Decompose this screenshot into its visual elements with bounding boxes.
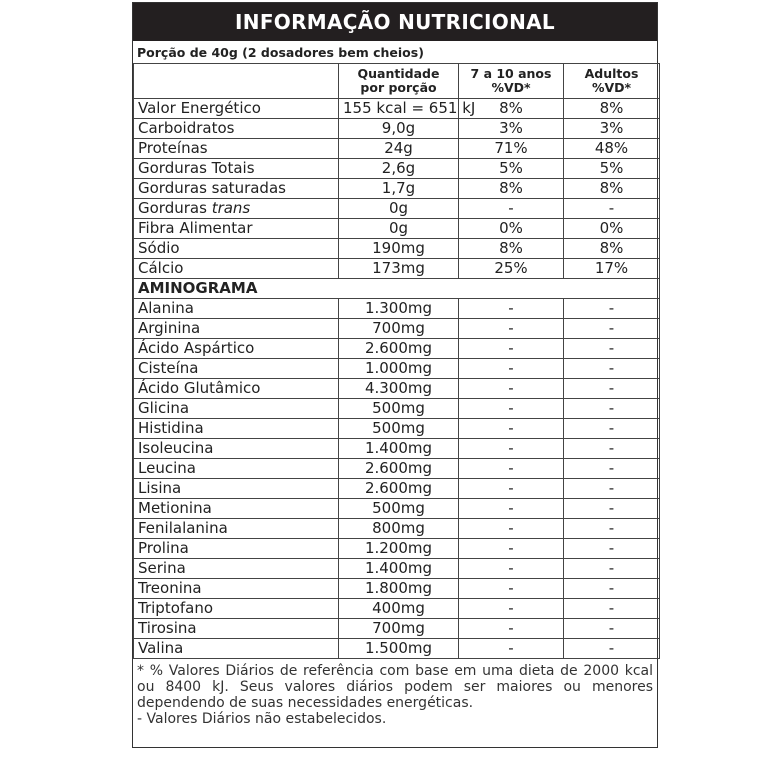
- amino-vd-adults-text: -: [608, 379, 615, 397]
- nutrient-vd-kids-text: 8%: [499, 239, 523, 257]
- amino-name-text: Valina: [138, 639, 184, 657]
- amino-quantity-text: 1.800mg: [364, 579, 433, 597]
- nutrient-row: [134, 159, 660, 179]
- amino-name-text: Prolina: [138, 539, 189, 557]
- amino-name: [134, 399, 339, 419]
- amino-vd-kids-text: -: [508, 319, 514, 337]
- amino-name: [134, 559, 339, 579]
- nutrient-quantity-text: 0g: [388, 219, 409, 237]
- amino-vd-adults: [564, 639, 660, 659]
- nutrient-quantity: [339, 99, 476, 119]
- table-header-row: [134, 64, 660, 99]
- amino-name-text: Triptofano: [138, 599, 214, 617]
- amino-vd-kids-text: -: [508, 499, 514, 517]
- amino-name: [134, 419, 339, 439]
- amino-row: [134, 619, 660, 639]
- amino-name-text: Ácido Glutâmico: [138, 379, 261, 397]
- amino-vd-kids: [459, 379, 564, 399]
- amino-row: [134, 479, 660, 499]
- nutrient-vd-kids: [459, 179, 564, 199]
- nutrient-row: [134, 119, 660, 139]
- amino-vd-adults: [564, 459, 660, 479]
- amino-vd-adults: [564, 359, 660, 379]
- footnote: [137, 663, 653, 727]
- nutrient-name: [134, 239, 339, 259]
- amino-row: [134, 299, 660, 319]
- amino-row: [134, 319, 660, 339]
- nutrient-quantity-text: 0g: [388, 199, 409, 217]
- nutrient-row: [134, 99, 660, 119]
- nutrient-name: [134, 219, 339, 239]
- nutrient-quantity: [339, 219, 459, 239]
- nutrient-vd-adults: [564, 119, 660, 139]
- amino-name: [134, 479, 339, 499]
- nutrient-quantity-text: 9,0g: [381, 119, 416, 137]
- nutrient-vd-kids-text: 3%: [499, 119, 523, 137]
- amino-name-text: Fenilalanina: [138, 519, 228, 537]
- amino-row: [134, 419, 660, 439]
- nutrient-vd-adults: [564, 199, 660, 219]
- header-kids-line1: 7 a 10 anos: [470, 66, 552, 81]
- header-adults-line1: Adultos: [584, 66, 639, 81]
- amino-vd-adults: [564, 439, 660, 459]
- nutrient-quantity: [339, 179, 459, 199]
- amino-name-text: Alanina: [138, 299, 194, 317]
- nutrient-vd-kids-text: 5%: [499, 159, 523, 177]
- amino-vd-kids-text: -: [508, 299, 514, 317]
- amino-vd-adults: [564, 419, 660, 439]
- nutrient-name: [134, 259, 339, 279]
- amino-quantity: [339, 579, 459, 599]
- amino-vd-kids-text: -: [508, 339, 514, 357]
- nutrient-name: [134, 199, 339, 219]
- amino-name-text: Ácido Aspártico: [138, 339, 255, 357]
- amino-quantity: [339, 419, 459, 439]
- nutrient-vd-kids: [459, 219, 564, 239]
- amino-quantity: [339, 599, 459, 619]
- header-kids-line2: %VD*: [491, 80, 531, 95]
- amino-vd-kids: [459, 579, 564, 599]
- amino-name: [134, 599, 339, 619]
- amino-vd-adults-text: -: [608, 539, 615, 557]
- nutrient-row: [134, 219, 660, 239]
- amino-row: [134, 339, 660, 359]
- amino-quantity: [339, 479, 459, 499]
- nutrient-vd-adults-text: 0%: [599, 219, 624, 237]
- amino-vd-adults-text: -: [608, 459, 615, 477]
- amino-row: [134, 559, 660, 579]
- amino-quantity: [339, 379, 459, 399]
- amino-name: [134, 619, 339, 639]
- amino-name: [134, 379, 339, 399]
- amino-vd-kids: [459, 339, 564, 359]
- amino-row: [134, 579, 660, 599]
- amino-name: [134, 319, 339, 339]
- amino-vd-kids-text: -: [508, 539, 514, 557]
- nutrient-row: [134, 199, 660, 219]
- header-adults-line2: %VD*: [591, 80, 632, 95]
- nutrient-vd-kids-text: 71%: [494, 139, 528, 157]
- amino-name-text: Isoleucina: [138, 439, 214, 457]
- nutrient-name-text: Cálcio: [138, 259, 184, 277]
- amino-vd-adults-text: -: [608, 599, 615, 617]
- amino-quantity-text: 2.600mg: [364, 479, 433, 497]
- amino-row: [134, 599, 660, 619]
- nutrient-quantity: [339, 159, 459, 179]
- amino-vd-adults: [564, 319, 660, 339]
- amino-vd-kids: [459, 519, 564, 539]
- amino-name-text: Metionina: [138, 499, 212, 517]
- amino-vd-kids-text: -: [508, 439, 514, 457]
- nutrient-vd-kids-text: 0%: [499, 219, 523, 237]
- amino-quantity-text: 1.200mg: [364, 539, 433, 557]
- amino-vd-kids-text: -: [508, 419, 514, 437]
- nutrient-name-text: Gorduras saturadas: [138, 179, 286, 197]
- amino-name: [134, 499, 339, 519]
- amino-vd-kids-text: -: [508, 599, 514, 617]
- amino-name: [134, 519, 339, 539]
- nutrient-vd-kids: [459, 159, 564, 179]
- amino-vd-kids-text: -: [508, 559, 514, 577]
- amino-vd-adults-text: -: [608, 319, 615, 337]
- portion-size: Porção de 40g (2 dosadores bem cheios): [137, 45, 424, 60]
- nutrient-name: [134, 179, 339, 199]
- amino-quantity-text: 4.300mg: [364, 379, 433, 397]
- nutrient-vd-adults: [564, 259, 660, 279]
- nutrient-quantity-text: 24g: [384, 139, 413, 157]
- amino-quantity: [339, 339, 459, 359]
- nutrient-vd-kids-text: -: [508, 199, 514, 217]
- amino-vd-kids: [459, 299, 564, 319]
- amino-name: [134, 299, 339, 319]
- amino-quantity: [339, 319, 459, 339]
- amino-vd-adults-text: -: [608, 519, 615, 537]
- amino-row: [134, 399, 660, 419]
- nutrient-quantity-text: 2,6g: [381, 159, 416, 177]
- amino-quantity-text: 700mg: [372, 319, 425, 337]
- amino-vd-adults: [564, 379, 660, 399]
- nutrient-vd-adults-text: 17%: [594, 259, 629, 277]
- amino-vd-kids: [459, 319, 564, 339]
- footnote-reference: * % Valores Diários de referência com base em uma dieta de 2000 kcal ou 8400 kJ. Seus valores diários podem ser maiores ou menores dependendo de suas necessidades energéticas.: [137, 663, 653, 711]
- amino-vd-kids: [459, 639, 564, 659]
- amino-vd-adults-text: -: [608, 359, 615, 377]
- nutrient-row: [134, 139, 660, 159]
- nutrient-row: [134, 239, 660, 259]
- nutrient-name-text: Gorduras: [138, 199, 207, 217]
- nutrient-vd-adults: [564, 239, 660, 259]
- amino-quantity: [339, 439, 459, 459]
- amino-row: [134, 519, 660, 539]
- nutrient-vd-kids: [459, 139, 564, 159]
- amino-vd-kids-text: -: [508, 359, 514, 377]
- nutrient-name-text: Sódio: [138, 239, 180, 257]
- amino-name: [134, 639, 339, 659]
- aminogram-section-row: [134, 279, 660, 299]
- footnote-not-established: - Valores Diários não estabelecidos.: [137, 711, 387, 727]
- nutrient-vd-kids-text: 25%: [494, 259, 528, 277]
- amino-vd-adults: [564, 619, 660, 639]
- amino-name: [134, 459, 339, 479]
- amino-vd-kids-text: -: [508, 519, 514, 537]
- amino-vd-adults: [564, 539, 660, 559]
- amino-vd-kids-text: -: [508, 379, 514, 397]
- amino-vd-adults-text: -: [608, 639, 615, 657]
- nutrient-name: [134, 99, 339, 119]
- amino-vd-kids-text: -: [508, 579, 514, 597]
- nutrient-vd-adults-text: 8%: [599, 179, 624, 197]
- amino-quantity-text: 800mg: [372, 519, 425, 537]
- amino-row: [134, 379, 660, 399]
- nutrient-quantity: [339, 239, 459, 259]
- amino-row: [134, 539, 660, 559]
- amino-quantity-text: 1.500mg: [364, 639, 433, 657]
- amino-vd-adults-text: -: [608, 559, 615, 577]
- amino-vd-adults-text: -: [608, 439, 615, 457]
- amino-row: [134, 359, 660, 379]
- nutrient-quantity: [339, 139, 459, 159]
- amino-row: [134, 439, 660, 459]
- nutrient-vd-adults-text: 8%: [599, 239, 624, 257]
- amino-vd-adults-text: -: [608, 399, 615, 417]
- header-quantity-line2: por porção: [360, 80, 437, 95]
- nutrient-vd-adults: [564, 179, 660, 199]
- amino-quantity: [339, 299, 459, 319]
- nutrient-name: [134, 119, 339, 139]
- amino-quantity: [339, 519, 459, 539]
- nutrient-name-text: Carboidratos: [138, 119, 235, 137]
- nutrient-name: [134, 139, 339, 159]
- amino-quantity: [339, 359, 459, 379]
- amino-quantity: [339, 459, 459, 479]
- amino-vd-kids-text: -: [508, 639, 514, 657]
- nutrient-vd-adults-text: 48%: [594, 139, 629, 157]
- amino-vd-kids: [459, 359, 564, 379]
- nutrient-vd-adults: [564, 159, 660, 179]
- nutrient-name-text: Fibra Alimentar: [138, 219, 253, 237]
- nutrient-name-text: Valor Energético: [138, 99, 261, 117]
- amino-quantity: [339, 619, 459, 639]
- amino-quantity: [339, 639, 459, 659]
- amino-quantity-text: 500mg: [372, 399, 425, 417]
- aminogram-heading: AMINOGRAMA: [134, 279, 660, 299]
- nutrient-vd-adults-text: 8%: [599, 99, 624, 117]
- nutrient-quantity: [339, 199, 459, 219]
- amino-name: [134, 579, 339, 599]
- amino-vd-kids: [459, 559, 564, 579]
- amino-name-text: Cisteína: [138, 359, 199, 377]
- amino-quantity: [339, 559, 459, 579]
- nutrient-row: [134, 259, 660, 279]
- amino-quantity-text: 1.300mg: [364, 299, 433, 317]
- nutrition-facts-panel: [132, 2, 658, 748]
- amino-vd-adults: [564, 599, 660, 619]
- nutrient-vd-adults: [564, 139, 660, 159]
- nutrient-vd-adults-text: -: [608, 199, 615, 217]
- nutrient-name-text: Proteínas: [138, 139, 208, 157]
- amino-quantity-text: 400mg: [372, 599, 425, 617]
- nutrient-name-text: Gorduras Totais: [138, 159, 255, 177]
- nutrient-vd-kids: [459, 239, 564, 259]
- amino-vd-kids-text: -: [508, 399, 514, 417]
- amino-name-text: Glicina: [138, 399, 190, 417]
- amino-vd-kids: [459, 599, 564, 619]
- amino-vd-kids: [459, 459, 564, 479]
- nutrient-quantity-text: 155 kcal = 651 kJ: [343, 99, 476, 117]
- nutrient-vd-kids: [459, 199, 564, 219]
- amino-quantity: [339, 539, 459, 559]
- amino-quantity-text: 1.000mg: [364, 359, 433, 377]
- nutrient-vd-adults: [564, 219, 660, 239]
- amino-vd-adults-text: -: [608, 419, 615, 437]
- amino-name-text: Histidina: [138, 419, 204, 437]
- amino-vd-adults: [564, 559, 660, 579]
- amino-vd-kids: [459, 419, 564, 439]
- page-title: INFORMAÇÃO NUTRICIONAL: [133, 3, 657, 41]
- amino-vd-adults: [564, 519, 660, 539]
- header-quantity: [339, 64, 459, 99]
- amino-name: [134, 439, 339, 459]
- amino-vd-kids: [459, 499, 564, 519]
- amino-quantity-text: 500mg: [372, 419, 425, 437]
- nutrient-quantity-text: 1,7g: [381, 179, 416, 197]
- amino-quantity-text: 1.400mg: [364, 559, 433, 577]
- amino-vd-kids-text: -: [508, 459, 514, 477]
- amino-vd-adults: [564, 479, 660, 499]
- amino-row: [134, 499, 660, 519]
- nutrient-row: [134, 179, 660, 199]
- amino-vd-adults-text: -: [608, 479, 615, 497]
- nutrient-quantity: [339, 119, 459, 139]
- amino-quantity-text: 700mg: [372, 619, 425, 637]
- amino-quantity-text: 1.400mg: [364, 439, 433, 457]
- amino-quantity-text: 2.600mg: [364, 459, 433, 477]
- amino-vd-kids-text: -: [508, 479, 514, 497]
- amino-name-text: Treonina: [138, 579, 202, 597]
- nutrient-vd-kids-text: 8%: [499, 179, 523, 197]
- nutrient-vd-kids: [459, 119, 564, 139]
- nutrient-name-italic-text: trans: [211, 199, 251, 217]
- amino-name-text: Lisina: [138, 479, 182, 497]
- amino-quantity-text: 2.600mg: [364, 339, 433, 357]
- nutrient-quantity: [339, 259, 459, 279]
- amino-name: [134, 359, 339, 379]
- nutrient-quantity-text: 173mg: [372, 259, 425, 277]
- amino-vd-adults-text: -: [608, 619, 615, 637]
- amino-vd-adults: [564, 299, 660, 319]
- amino-name: [134, 539, 339, 559]
- nutrition-table: [133, 63, 660, 659]
- amino-vd-adults: [564, 339, 660, 359]
- amino-vd-kids: [459, 439, 564, 459]
- nutrient-vd-adults-text: 5%: [599, 159, 624, 177]
- nutrient-vd-kids-text: 8%: [499, 99, 523, 117]
- amino-vd-adults-text: -: [608, 339, 615, 357]
- amino-row: [134, 639, 660, 659]
- amino-vd-adults-text: -: [608, 579, 615, 597]
- amino-name-text: Arginina: [138, 319, 201, 337]
- amino-vd-adults: [564, 579, 660, 599]
- amino-vd-kids: [459, 479, 564, 499]
- amino-vd-kids: [459, 399, 564, 419]
- header-adults: [564, 64, 660, 99]
- amino-vd-adults: [564, 499, 660, 519]
- amino-quantity-text: 500mg: [372, 499, 425, 517]
- nutrient-vd-adults-text: 3%: [599, 119, 624, 137]
- nutrition-table-body: [134, 64, 660, 659]
- amino-vd-adults-text: -: [608, 499, 615, 517]
- header-kids: [459, 64, 564, 99]
- amino-vd-adults-text: -: [608, 299, 615, 317]
- header-quantity-line1: Quantidade: [357, 66, 440, 81]
- nutrient-name: [134, 159, 339, 179]
- header-blank-cell: [134, 64, 339, 99]
- amino-name-text: Tirosina: [138, 619, 197, 637]
- nutrient-quantity-text: 190mg: [372, 239, 425, 257]
- amino-name: [134, 339, 339, 359]
- amino-vd-kids: [459, 539, 564, 559]
- amino-quantity: [339, 499, 459, 519]
- nutrient-vd-kids: [459, 259, 564, 279]
- amino-quantity: [339, 399, 459, 419]
- amino-name-text: Leucina: [138, 459, 196, 477]
- amino-vd-adults: [564, 399, 660, 419]
- amino-vd-kids: [459, 619, 564, 639]
- nutrient-vd-adults: [564, 99, 660, 119]
- amino-vd-kids-text: -: [508, 619, 514, 637]
- amino-name-text: Serina: [138, 559, 186, 577]
- amino-row: [134, 459, 660, 479]
